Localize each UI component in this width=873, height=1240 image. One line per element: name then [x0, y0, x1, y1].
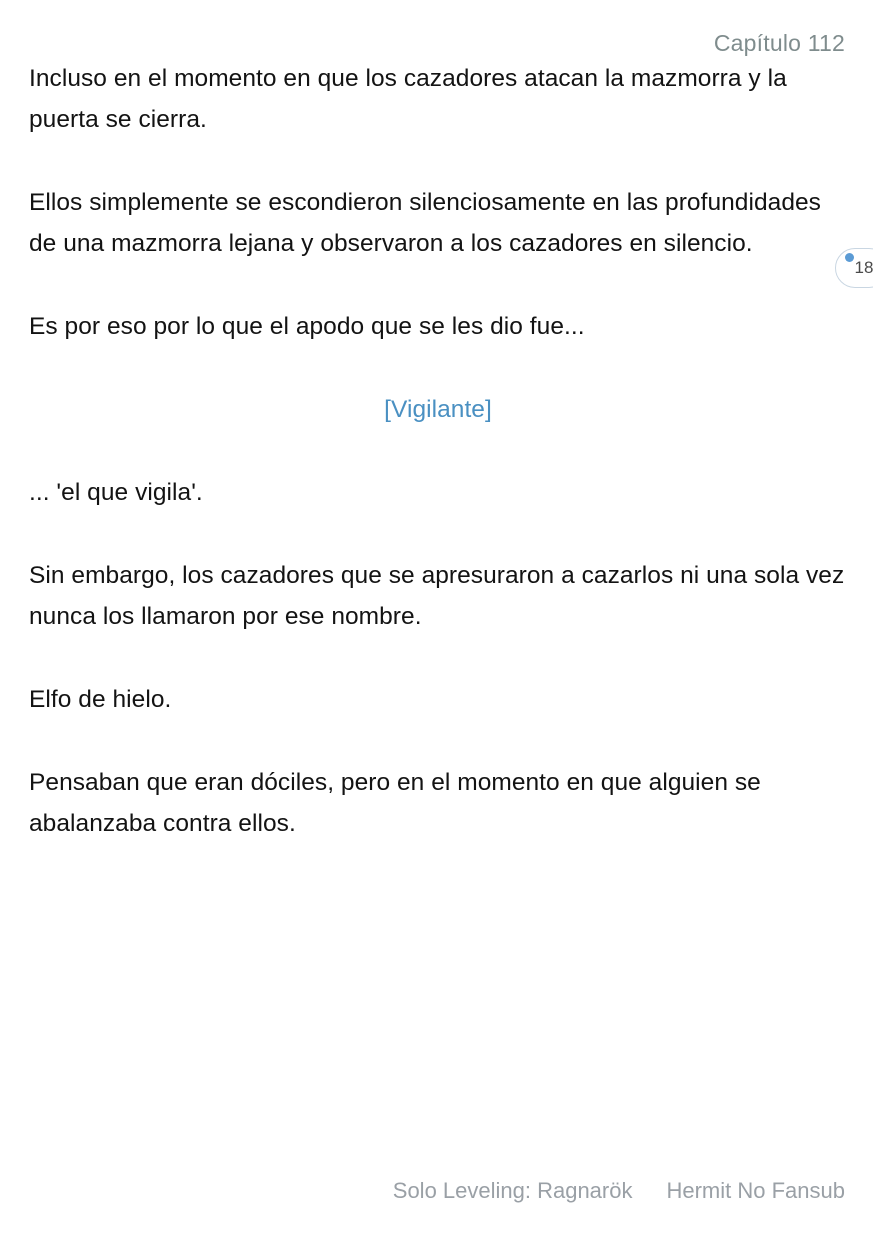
fansub-credit: Hermit No Fansub	[666, 1178, 845, 1203]
page-progress-marker[interactable]	[835, 248, 873, 288]
progress-dot-icon	[845, 253, 854, 262]
chapter-label: Capítulo 112	[713, 30, 845, 56]
paragraph: Incluso en el momento en que los cazadores atacan la mazmorra y la puerta se cierra.	[29, 65, 787, 133]
paragraph-highlight: [Vigilante]	[384, 396, 492, 423]
paragraph: Pensaban que eran dóciles, pero en el momento en que alguien se abalanzaba contra ellos.	[29, 769, 761, 837]
paragraph: Ellos simplemente se escondieron silenciosamente en las profundidades de una mazmorra lejana y observaron a los cazadores en silencio.	[29, 189, 821, 257]
page-footer	[0, 1178, 873, 1204]
paragraph: ... 'el que vigila'.	[29, 479, 203, 506]
page-number-label: 18	[854, 258, 873, 277]
paragraph: Es por eso por lo que el apodo que se les dio fue...	[29, 313, 585, 340]
series-title: Solo Leveling: Ragnarök	[392, 1178, 633, 1203]
chapter-text-body	[29, 58, 847, 886]
paragraph: Sin embargo, los cazadores que se apresuraron a cazarlos ni una sola vez nunca los llamaron por ese nombre.	[29, 562, 845, 630]
paragraph: Elfo de hielo.	[29, 686, 172, 713]
